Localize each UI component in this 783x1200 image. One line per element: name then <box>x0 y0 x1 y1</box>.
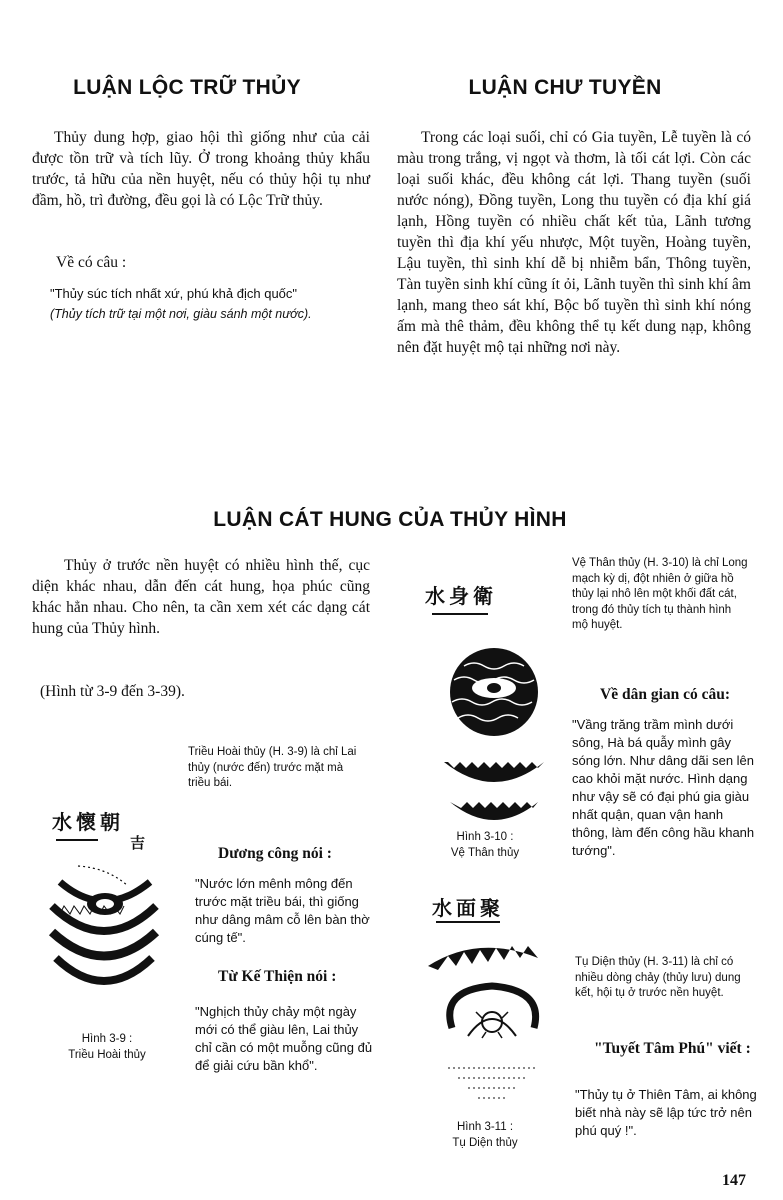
fig-3-10-illustration <box>428 610 558 830</box>
fig-3-9-calligraphy: 水懷朝 <box>52 810 124 834</box>
paragraph-chu-tuyen: Trong các loại suối, chỉ có Gia tuyền, Lễ tuyền là có màu trong trắng, vị ngọt và thơm, là tối cát lợi. Còn các loại suối khác, đều không cát lợi. Thang tuyền (suối nước nóng), Đồng tuyền, Long thu tuyền có địa khí giá lạnh, Hồng tuyền có nhiều chất kết tủa, Lãnh tương tuyền thì địa khí yếu nhược, Một tuyền, Hoàng tuyền, Lậu tuyền, thì sinh khí dễ bị nhiễm bẩn, Thông tuyền, Tàn tuyền sinh khí cũng ít ỏi, Lãnh tuyền thì sinh khí âm lạnh, mang theo sát khí, Bộc bố tuyền thì sinh khí nóng ấm mà thê thảm, đều không thể tụ kết dung nạp, không nên đặt huyệt mộ tại những nơi này. <box>397 129 751 356</box>
fig-3-11-caption-number: Hình 3-11 : <box>456 1121 514 1133</box>
paragraph-cat-hung-intro: Thủy ở trước nền huyệt có nhiều hình thế, cục diện khác nhau, dẫn đến cát hung, họa phúc cũng khác hẳn nhau. Cho nên, ta cần xem xét các dạng cát hung của Thủy hình. <box>32 557 370 637</box>
fig-3-11-saying-text: "Thủy tụ ở Thiên Tâm, ai không biết nhà này sẽ lập tức trở nên phú quý !". <box>575 1087 757 1138</box>
fig-3-10-caption-number: Hình 3-10 : <box>456 831 514 843</box>
section-title-loc-tru-thuy: LUẬN LỘC TRỮ THỦY <box>73 76 301 99</box>
fig-3-9-saying1-text: "Nước lớn mênh mông đến trước mặt triều bái, thì giống như dâng mâm cỗ lên bàn thờ cúng tế". <box>195 876 370 945</box>
fig-3-11-caption-name: Tụ Diện thủy <box>452 1137 518 1149</box>
fig-3-9-caption-name: Triều Hoài thủy <box>68 1049 146 1061</box>
fig-3-10-calligraphy: 水身衛 <box>425 584 497 608</box>
figure-range-note: (Hình từ 3-9 đến 3-39). <box>40 683 185 700</box>
fig-3-9-saying2-text: "Nghịch thủy chảy một ngày mới có thể giàu lên, Lai thủy chỉ cần có một muỗng cũng đủ để giải cứu bần khổ". <box>195 1004 373 1073</box>
fig-3-11-saying-title: "Tuyết Tâm Phú" viết : <box>594 1040 751 1057</box>
fig-3-11-calligraphy: 水面聚 <box>432 896 504 920</box>
fig-3-11-illustration <box>428 918 558 1118</box>
fig-3-11-description: Tụ Diện thủy (H. 3-11) là chỉ có nhiều dòng chảy (thủy lưu) dung kết, hội tụ ở trước nền huyệt. <box>575 956 741 999</box>
section-title-cat-hung: LUẬN CÁT HUNG CỦA THỦY HÌNH <box>213 508 567 531</box>
paragraph-loc-tru-thuy: Thủy dung hợp, giao hội thì giống như của cải được tồn trữ và tích lũy. Ở trong khoảng thủy khẩu trước, tả hữu của nền huyệt, nếu có thủy hội tụ như đầm, hồ, trì đường, đều gọi là có Lộc Trữ thủy. <box>32 129 370 209</box>
fig-3-9-caption-number: Hình 3-9 : <box>81 1033 133 1045</box>
quote-translation: (Thủy tích trữ tại một nơi, giàu sánh một nước). <box>50 307 312 321</box>
fig-3-9-description: Triều Hoài thủy (H. 3-9) là chỉ Lai thủy (nước đến) trước mặt mà triều bái. <box>188 746 357 789</box>
fig-3-10-description: Vệ Thân thủy (H. 3-10) là chỉ Long mạch kỳ dị, đột nhiên ở giữa hồ thủy lại nhô lên một khối đất cát, trong đó thủy tích tụ thành hình mộ huyệt. <box>572 557 748 631</box>
fig-3-10-saying-title: Về dân gian có câu: <box>600 686 731 703</box>
saying-intro: Về có câu : <box>56 254 127 271</box>
quote-thuy-suc-tich: "Thủy súc tích nhất xứ, phú khả địch quốc" <box>50 286 298 301</box>
fig-3-9-saying1-title: Dương công nói : <box>218 845 332 862</box>
section-title-chu-tuyen: LUẬN CHƯ TUYỀN <box>468 76 662 99</box>
fig-3-9-saying2-title: Từ Kế Thiện nói : <box>218 968 337 985</box>
fig-3-9-illustration <box>38 834 168 1024</box>
fig-3-9-calligraphy-lower: 吉 <box>130 834 150 852</box>
page-number: 147 <box>722 1172 746 1189</box>
fig-3-10-caption-name: Vệ Thân thủy <box>450 847 520 859</box>
fig-3-10-saying-text: "Vầng trăng trầm mình dưới sông, Hà bá quẫy mình gây sóng lớn. Như dâng dãi sen lên cao khỏi mặt nước. Hình dạng như vậy sẽ có đại phú gia giàu nhất quận, quan vận hanh thông, làm đến công hầu khanh tướng". <box>572 717 755 858</box>
